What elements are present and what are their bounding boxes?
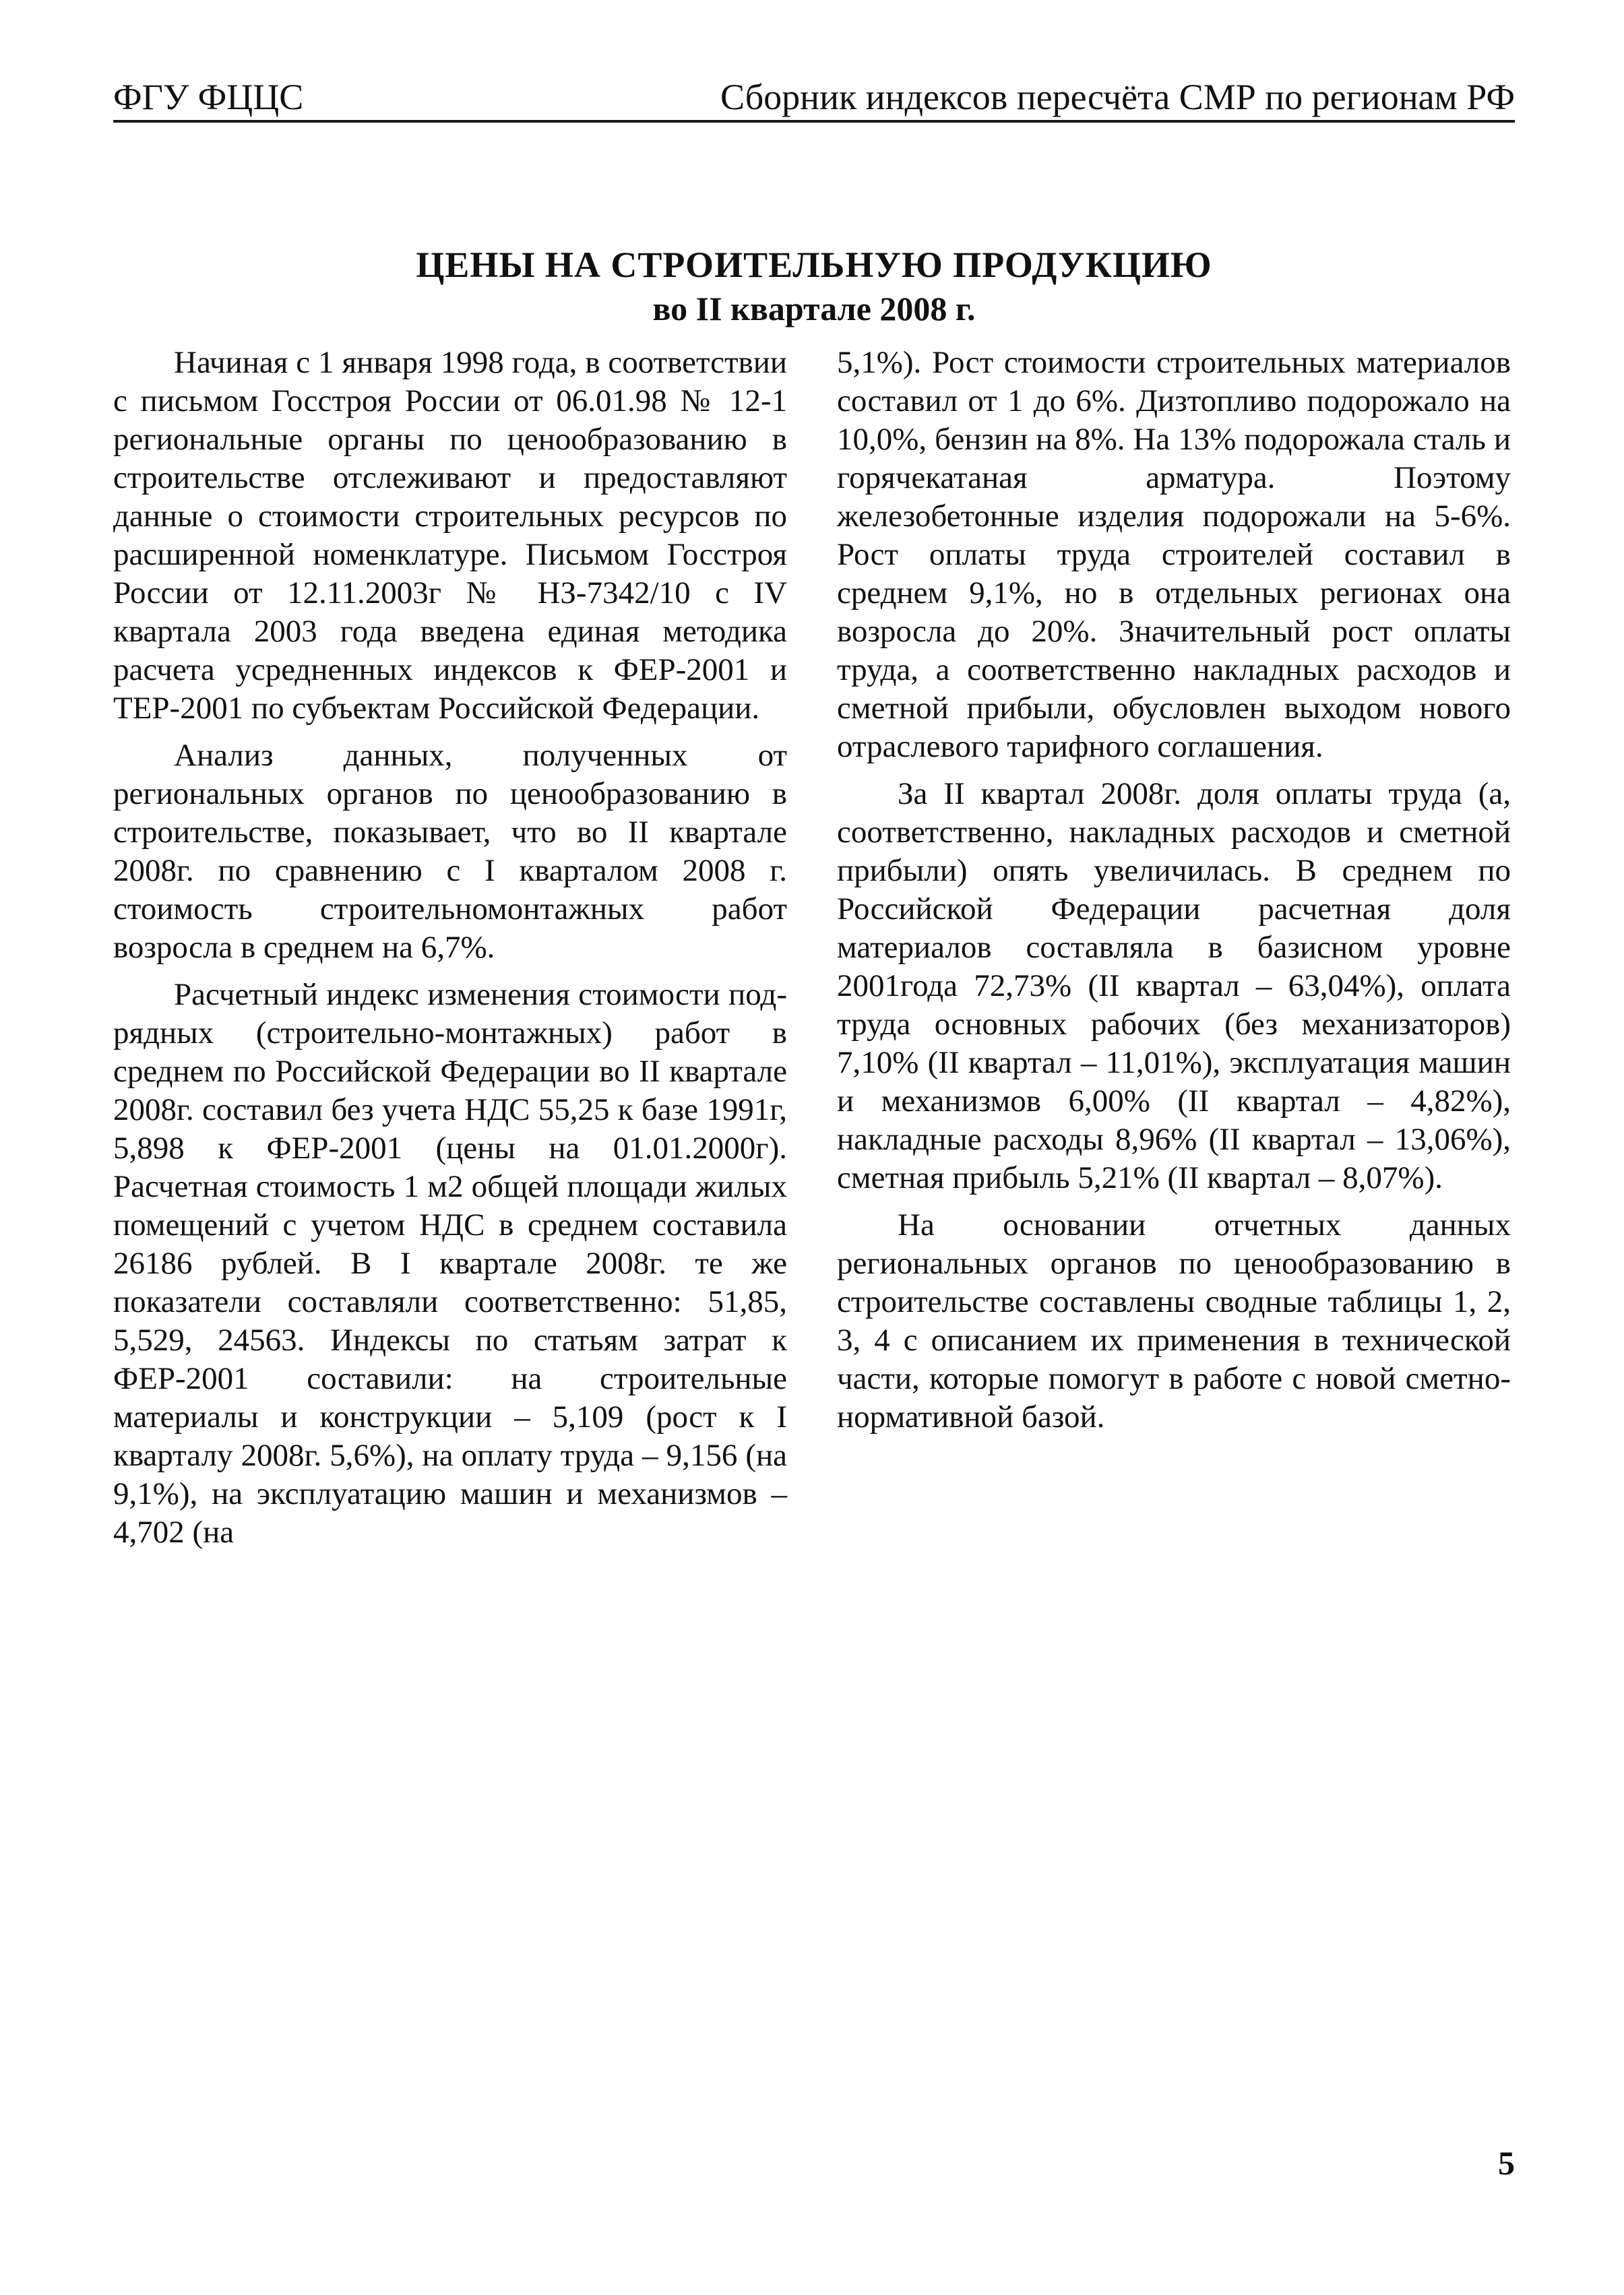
article-title-block [113, 243, 1515, 330]
page-number: 5 [1498, 2144, 1515, 2182]
article-subtitle: во II квартале 2008 г. [652, 290, 976, 327]
paragraph: На основании отчетных данных региональных органов по ценообразованию в строительстве составлены сводные таблицы 1, 2, 3, 4 с описанием их применения в технической части, которые помогут в работе с новой сметно-нормативной базой. [837, 1207, 1511, 1435]
text-column-left [113, 344, 787, 1561]
header-organization: ФГУ ФЦЦС [113, 77, 304, 117]
paragraph: За II квартал 2008г. доля оплаты труда (а, соответственно, накладных расходов и сметной прибыли) опять увеличилась. В среднем по Российской Федерации расчетная доля материалов составляла в базисном уровне 2001года 72,73% (II квартал – 63,04%), оплата труда основных рабочих (без механизаторов) 7,10% (II квартал – 11,01%), эксплуатация машин и механизмов 6,00% (II квартал – 4,82%), накладные расходы 8,96% (II квартал – 13,06%), сметная прибыль 5,21% (II квартал – 8,07%). [837, 776, 1511, 1195]
paragraph: Анализ данных, полученных от региональных органов по ценообразованию в строительстве, показывает, что во II квартале 2008г. по сравнению с I кварталом 2008 г. стоимость строительномонтажных работ возросла в среднем на 6,7%. [113, 738, 787, 965]
paragraph-continuation: 5,1%). Рост стоимости строительных материалов составил от 1 до 6%. Дизтопливо подорожало на 10,0%, бензин на 8%. На 13% подорожала сталь и горячекатаная арматура. Поэтому железобетонные изделия подорожали на 5-6%. Рост оплаты труда строителей составил в среднем 9,1%, но в отдельных регионах она возросла до 20%. Значительный рост оплаты труда, а соответственно накладных расходов и сметной прибыли, обусловлен выходом нового отраслевого тарифного соглашения. [837, 345, 1511, 764]
paragraph: Начиная с 1 января 1998 года, в соответствии с письмом Госстроя России от 06.01.98 № 12-1 региональные органы по ценообразованию в строительстве отслеживают и предоставляют данные о стоимости строительных ресурсов по расширенной номенклатуре. Письмом Госстроя России от 12.11.2003г № НЗ-7342/10 с IV квартала 2003 года введена единая методика расчета усредненных индексов к ФЕР-2001 и ТЕР-2001 по субъектам Российской Федерации. [113, 345, 787, 726]
running-header [113, 74, 1515, 123]
header-collection-title: Сборник индексов пересчёта СМР по регионам РФ [720, 77, 1515, 117]
article-title: ЦЕНЫ НА СТРОИТЕЛЬНУЮ ПРОДУКЦИЮ [416, 245, 1212, 285]
text-column-right [837, 344, 1511, 1445]
paragraph: Расчетный индекс изменения стоимости подрядных (строительно-монтажных) работ в среднем по Российской Федерации во II квартале 2008г. составил без учета НДС 55,25 к базе 1991г, 5,898 к ФЕР-2001 (цены на 01.01.2000г). Расчетная стоимость 1 м2 общей площади жилых помещений с учетом НДС в среднем составила 26186 рублей. В I квартале 2008г. те же показатели составляли соответственно: 51,85, 5,529, 24563. Индексы по статьям затрат к ФЕР-2001 составили: на строительные материалы и конструкции – 5,109 (рост к I кварталу 2008г. 5,6%), на оплату труда – 9,156 (на 9,1%), на эксплуатацию машин и механизмов – 4,702 (на [113, 977, 787, 1550]
